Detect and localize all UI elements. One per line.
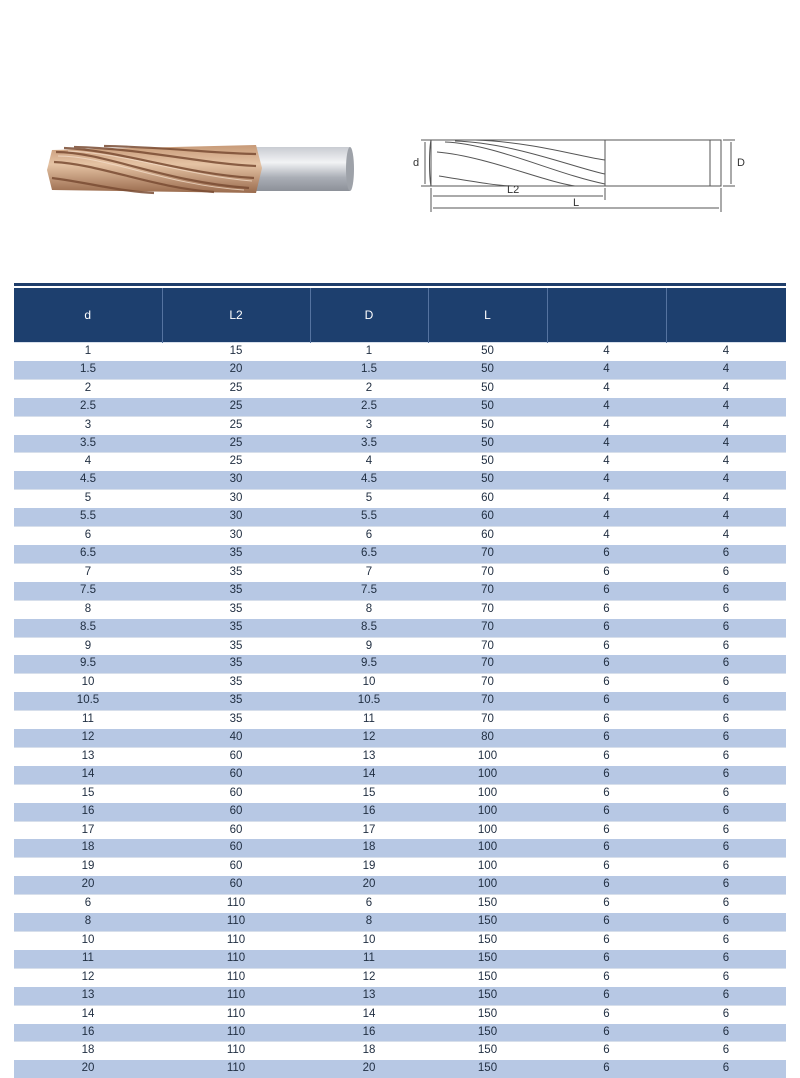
table-cell: 20 [310,876,428,894]
table-header-row [14,288,786,343]
table-cell: 6 [547,747,666,765]
table-cell: 70 [428,692,547,710]
table-row [14,674,786,692]
table-row [14,655,786,673]
table-cell: 4 [666,453,786,471]
table-cell: 4 [666,416,786,434]
table-cell: 4 [547,527,666,545]
reamer-photo [44,138,356,198]
table-cell: 110 [162,1060,310,1078]
table-cell: 110 [162,1024,310,1042]
table-cell: 150 [428,968,547,986]
table-row [14,839,786,857]
table-cell: 3.5 [14,435,162,453]
table-cell: 10 [310,674,428,692]
table-cell: 150 [428,895,547,913]
table-cell: 6 [547,895,666,913]
table-cell: 50 [428,416,547,434]
table-row [14,471,786,489]
table-cell: 6 [666,1042,786,1060]
table-row [14,821,786,839]
table-cell: 1.5 [14,361,162,379]
table-cell: 6 [547,729,666,747]
table-row [14,729,786,747]
table-cell: 5 [310,490,428,508]
table-cell: 16 [14,1024,162,1042]
table-cell: 4 [547,398,666,416]
table-cell: 6 [666,582,786,600]
table-cell: 35 [162,619,310,637]
table-cell: 6 [666,545,786,563]
table-cell: 110 [162,932,310,950]
table-cell: 6 [547,784,666,802]
table-cell: 4 [547,490,666,508]
table-cell: 18 [310,839,428,857]
table-row [14,545,786,563]
table-cell: 13 [14,987,162,1005]
table-cell: 60 [162,747,310,765]
table-cell: 8 [14,600,162,618]
table-cell: 110 [162,1042,310,1060]
table-cell: 4 [547,416,666,434]
table-cell: 6 [547,637,666,655]
table-cell: 6 [547,803,666,821]
table-cell: 100 [428,876,547,894]
table-cell: 35 [162,692,310,710]
table-cell: 150 [428,1042,547,1060]
table-cell: 6.5 [310,545,428,563]
table-cell: 35 [162,600,310,618]
table-cell: 6 [547,913,666,931]
table-cell: 110 [162,987,310,1005]
table-cell: 16 [14,803,162,821]
column-header [547,288,666,343]
table-cell: 8.5 [310,619,428,637]
table-cell: 110 [162,968,310,986]
table-row [14,379,786,397]
table-cell: 110 [162,895,310,913]
table-row [14,692,786,710]
table-cell: 50 [428,471,547,489]
table-cell: 60 [428,527,547,545]
table-cell: 6 [666,729,786,747]
table-cell: 60 [162,766,310,784]
table-row [14,876,786,894]
table-cell: 8 [310,913,428,931]
table-cell: 60 [162,839,310,857]
table-cell: 35 [162,545,310,563]
table-cell: 150 [428,987,547,1005]
table-cell: 4 [310,453,428,471]
dim-d-label: d [413,157,419,169]
table-cell: 5.5 [310,508,428,526]
table-cell: 6 [14,527,162,545]
table-cell: 6 [547,858,666,876]
table-cell: 70 [428,674,547,692]
table-cell: 6 [666,711,786,729]
table-cell: 35 [162,563,310,581]
table-cell: 50 [428,398,547,416]
table-cell: 4 [666,471,786,489]
table-cell: 25 [162,379,310,397]
table-cell: 6 [310,895,428,913]
table-cell: 70 [428,711,547,729]
table-cell: 110 [162,1005,310,1023]
table-cell: 100 [428,766,547,784]
table-cell: 1 [14,343,162,361]
table-cell: 5 [14,490,162,508]
table-cell: 6 [547,968,666,986]
table-cell: 4 [547,435,666,453]
table-cell: 60 [162,821,310,839]
dim-L2-label: L2 [507,184,519,196]
table-cell: 2 [14,379,162,397]
table-row [14,619,786,637]
column-header: d [14,288,162,343]
table-cell: 80 [428,729,547,747]
section-divider [14,283,786,286]
table-cell: 4 [666,398,786,416]
table-row [14,1060,786,1078]
table-cell: 6 [666,600,786,618]
table-cell: 6 [666,803,786,821]
table-row [14,416,786,434]
spec-table [14,288,786,1078]
table-cell: 25 [162,435,310,453]
table-row [14,637,786,655]
table-row [14,1024,786,1042]
table-cell: 150 [428,950,547,968]
table-cell: 6 [666,821,786,839]
table-cell: 6 [666,637,786,655]
table-cell: 6 [547,839,666,857]
table-cell: 4 [547,361,666,379]
table-row [14,490,786,508]
table-cell: 14 [310,1005,428,1023]
table-cell: 18 [310,1042,428,1060]
table-row [14,987,786,1005]
table-cell: 100 [428,803,547,821]
table-cell: 30 [162,508,310,526]
table-cell: 3 [310,416,428,434]
dim-D-label: D [737,157,745,169]
table-cell: 60 [428,508,547,526]
table-cell: 4.5 [14,471,162,489]
table-cell: 60 [162,803,310,821]
table-cell: 4 [666,379,786,397]
table-cell: 11 [310,711,428,729]
table-cell: 9.5 [310,655,428,673]
table-cell: 13 [310,987,428,1005]
table-cell: 2.5 [14,398,162,416]
table-cell: 16 [310,1024,428,1042]
table-cell: 4.5 [310,471,428,489]
table-cell: 12 [14,729,162,747]
table-cell: 6 [666,858,786,876]
table-cell: 13 [14,747,162,765]
table-cell: 30 [162,490,310,508]
table-cell: 6 [666,913,786,931]
table-cell: 2.5 [310,398,428,416]
table-cell: 6 [547,821,666,839]
table-cell: 2 [310,379,428,397]
column-header: D [310,288,428,343]
table-cell: 9 [310,637,428,655]
table-cell: 12 [310,729,428,747]
table-cell: 6 [666,987,786,1005]
table-cell: 50 [428,361,547,379]
table-cell: 6 [666,895,786,913]
table-cell: 4 [547,343,666,361]
table-row [14,950,786,968]
table-cell: 7.5 [310,582,428,600]
table-cell: 11 [310,950,428,968]
table-cell: 70 [428,637,547,655]
table-cell: 17 [14,821,162,839]
table-cell: 110 [162,950,310,968]
table-cell: 19 [310,858,428,876]
table-cell: 6 [547,950,666,968]
table-cell: 6 [547,619,666,637]
table-cell: 14 [310,766,428,784]
table-cell: 6 [666,1024,786,1042]
table-cell: 150 [428,1005,547,1023]
product-hero [0,0,800,282]
table-row [14,1042,786,1060]
table-cell: 15 [310,784,428,802]
table-row [14,747,786,765]
table-cell: 6 [666,1060,786,1078]
table-cell: 35 [162,637,310,655]
table-cell: 7.5 [14,582,162,600]
table-cell: 50 [428,343,547,361]
table-cell: 4 [547,379,666,397]
table-cell: 6 [666,619,786,637]
table-row [14,508,786,526]
table-cell: 6 [547,563,666,581]
table-cell: 15 [14,784,162,802]
table-row [14,913,786,931]
table-cell: 6 [666,968,786,986]
table-cell: 30 [162,471,310,489]
table-cell: 35 [162,655,310,673]
table-cell: 50 [428,379,547,397]
table-cell: 70 [428,563,547,581]
table-cell: 6 [547,1060,666,1078]
table-cell: 6 [666,950,786,968]
table-cell: 6 [547,692,666,710]
table-cell: 6 [547,655,666,673]
table-cell: 14 [14,1005,162,1023]
table-cell: 5.5 [14,508,162,526]
table-cell: 150 [428,1024,547,1042]
table-row [14,1005,786,1023]
table-cell: 10 [14,932,162,950]
table-cell: 16 [310,803,428,821]
table-cell: 50 [428,453,547,471]
table-cell: 8 [310,600,428,618]
table-cell: 70 [428,582,547,600]
dim-L-label: L [573,197,579,209]
table-cell: 6 [666,876,786,894]
table-cell: 13 [310,747,428,765]
table-cell: 12 [14,968,162,986]
table-cell: 25 [162,398,310,416]
table-cell: 3.5 [310,435,428,453]
table-cell: 150 [428,932,547,950]
table-cell: 6 [310,527,428,545]
table-cell: 110 [162,913,310,931]
table-cell: 6 [666,784,786,802]
table-cell: 6 [547,1042,666,1060]
table-cell: 4 [547,453,666,471]
table-cell: 6 [666,655,786,673]
table-cell: 8 [14,913,162,931]
table-cell: 6 [547,711,666,729]
table-cell: 6 [547,987,666,1005]
table-cell: 7 [14,563,162,581]
table-cell: 100 [428,821,547,839]
table-cell: 35 [162,582,310,600]
table-cell: 17 [310,821,428,839]
table-cell: 4 [666,490,786,508]
table-cell: 6 [547,1005,666,1023]
table-cell: 150 [428,913,547,931]
table-cell: 6 [666,563,786,581]
table-cell: 1.5 [310,361,428,379]
table-cell: 10 [310,932,428,950]
table-row [14,361,786,379]
table-cell: 18 [14,1042,162,1060]
table-cell: 6 [547,1024,666,1042]
table-row [14,343,786,361]
table-cell: 40 [162,729,310,747]
table-cell: 4 [666,508,786,526]
table-cell: 100 [428,747,547,765]
column-header: L [428,288,547,343]
table-cell: 100 [428,784,547,802]
table-cell: 4 [666,527,786,545]
table-cell: 6 [666,1005,786,1023]
table-cell: 8.5 [14,619,162,637]
table-cell: 6 [547,876,666,894]
table-cell: 10.5 [310,692,428,710]
table-cell: 12 [310,968,428,986]
table-cell: 3 [14,416,162,434]
table-cell: 6.5 [14,545,162,563]
table-cell: 11 [14,711,162,729]
table-cell: 14 [14,766,162,784]
table-row [14,435,786,453]
table-cell: 6 [666,932,786,950]
table-cell: 10 [14,674,162,692]
column-header: L2 [162,288,310,343]
table-cell: 6 [547,600,666,618]
table-cell: 70 [428,655,547,673]
table-row [14,398,786,416]
table-row [14,711,786,729]
table-cell: 4 [666,361,786,379]
table-row [14,858,786,876]
table-cell: 150 [428,1060,547,1078]
table-cell: 6 [666,766,786,784]
table-cell: 60 [428,490,547,508]
table-cell: 6 [547,674,666,692]
table-cell: 6 [14,895,162,913]
table-cell: 70 [428,619,547,637]
table-cell: 6 [666,747,786,765]
table-row [14,600,786,618]
table-cell: 60 [162,858,310,876]
table-cell: 4 [547,508,666,526]
table-row [14,784,786,802]
table-cell: 6 [666,839,786,857]
table-cell: 1 [310,343,428,361]
table-cell: 4 [14,453,162,471]
table-body [14,343,786,1078]
table-cell: 20 [162,361,310,379]
table-cell: 7 [310,563,428,581]
table-cell: 19 [14,858,162,876]
table-row [14,766,786,784]
table-cell: 6 [666,674,786,692]
table-cell: 4 [666,343,786,361]
table-row [14,563,786,581]
table-row [14,968,786,986]
table-row [14,932,786,950]
table-cell: 18 [14,839,162,857]
table-cell: 11 [14,950,162,968]
table-cell: 20 [14,876,162,894]
table-row [14,803,786,821]
table-row [14,453,786,471]
table-row [14,895,786,913]
table-cell: 6 [547,582,666,600]
table-cell: 70 [428,545,547,563]
table-cell: 6 [547,766,666,784]
table-cell: 4 [547,471,666,489]
table-cell: 9 [14,637,162,655]
table-cell: 10.5 [14,692,162,710]
table-cell: 20 [14,1060,162,1078]
table-cell: 100 [428,839,547,857]
table-cell: 35 [162,711,310,729]
reamer-technical-drawing [405,130,755,220]
table-cell: 20 [310,1060,428,1078]
table-cell: 35 [162,674,310,692]
table-cell: 6 [547,545,666,563]
table-cell: 30 [162,527,310,545]
table-cell: 50 [428,435,547,453]
table-cell: 6 [547,932,666,950]
table-cell: 60 [162,876,310,894]
column-header [666,288,786,343]
table-cell: 6 [666,692,786,710]
table-cell: 15 [162,343,310,361]
table-row [14,582,786,600]
table-cell: 25 [162,416,310,434]
table-cell: 4 [666,435,786,453]
table-cell: 60 [162,784,310,802]
table-row [14,527,786,545]
table-cell: 25 [162,453,310,471]
table-cell: 100 [428,858,547,876]
table-cell: 70 [428,600,547,618]
table-cell: 9.5 [14,655,162,673]
